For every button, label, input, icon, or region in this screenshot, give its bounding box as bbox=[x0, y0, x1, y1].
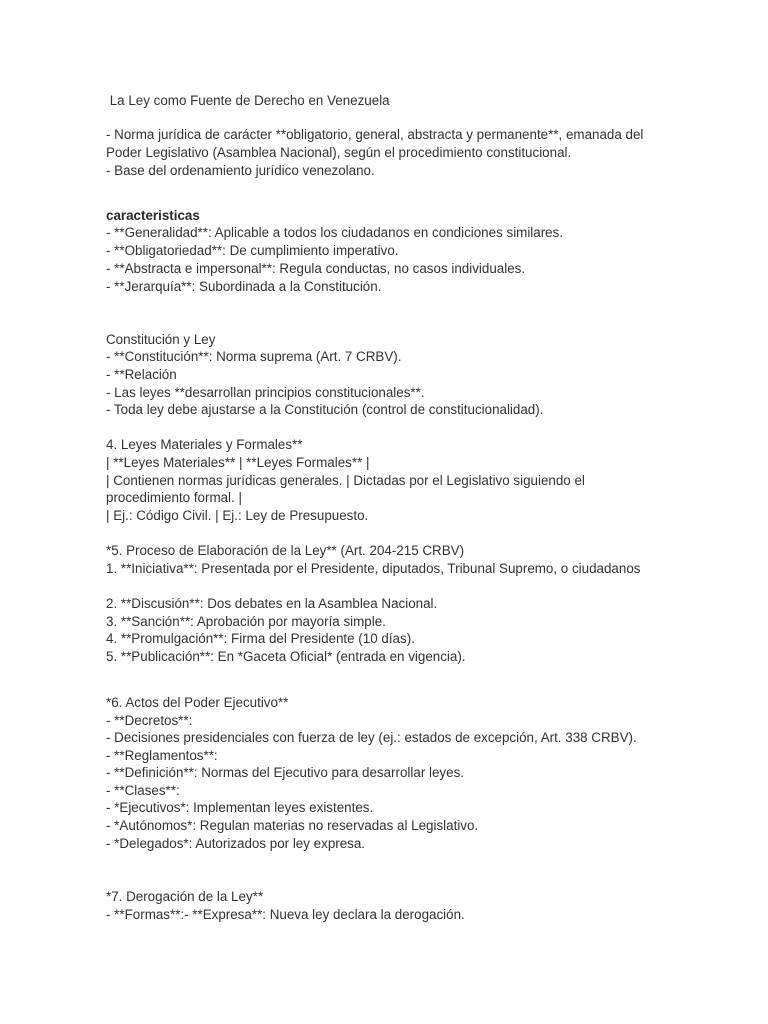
text-line: - Norma jurídica de carácter **obligatorio, general, abstracta y permanente**, emanada del bbox=[106, 127, 644, 142]
text-line: 2. **Discusión**: Dos debates en la Asamblea Nacional. bbox=[106, 596, 438, 611]
text-line: | Contienen normas jurídicas generales. | Dictadas por el Legislativo siguiendo el bbox=[106, 473, 585, 488]
section-heading: *7. Derogación de la Ley** bbox=[106, 889, 264, 904]
section-heading: *6. Actos del Poder Ejecutivo** bbox=[106, 695, 289, 710]
text-line: - **Obligatoriedad**: De cumplimiento imperativo. bbox=[106, 243, 399, 258]
text-line: - *Autónomos*: Regulan materias no reservadas al Legislativo. bbox=[106, 818, 479, 833]
text-line: - **Reglamentos**: bbox=[106, 748, 218, 763]
text-line: - Base del ordenamiento jurídico venezolano. bbox=[106, 163, 375, 178]
text-line: Poder Legislativo (Asamblea Nacional), según el procedimiento constitucional. bbox=[106, 145, 572, 160]
text-line: | Ej.: Código Civil. | Ej.: Ley de Presupuesto. bbox=[106, 508, 369, 523]
text-line: procedimiento formal. | bbox=[106, 490, 242, 505]
text-line: - *Ejecutivos*: Implementan leyes existentes. bbox=[106, 800, 374, 815]
section-heading: *5. Proceso de Elaboración de la Ley** (Art. 204-215 CRBV) bbox=[106, 543, 465, 558]
section-heading: 4. Leyes Materiales y Formales** bbox=[106, 437, 303, 452]
text-line: | **Leyes Materiales** | **Leyes Formales** | bbox=[106, 455, 370, 470]
text-line: 5. **Publicación**: En *Gaceta Oficial* (entrada en vigencia). bbox=[106, 649, 466, 664]
section-heading: Constitución y Ley bbox=[106, 332, 216, 347]
text-line: 4. **Promulgación**: Firma del Presidente (10 días). bbox=[106, 631, 415, 646]
section-heading: caracteristicas bbox=[106, 208, 200, 223]
text-line: - **Generalidad**: Aplicable a todos los ciudadanos en condiciones similares. bbox=[106, 225, 564, 240]
text-line: 1. **Iniciativa**: Presentada por el Presidente, diputados, Tribunal Supremo, o ciudadanos bbox=[106, 561, 641, 576]
text-line: - **Decretos**: bbox=[106, 713, 193, 728]
text-line: 3. **Sanción**: Aprobación por mayoría simple. bbox=[106, 614, 386, 629]
text-line: - **Clases**: bbox=[106, 783, 180, 798]
text-line: - Toda ley debe ajustarse a la Constitución (control de constitucionalidad). bbox=[106, 402, 544, 417]
text-line: - **Formas**:- **Expresa**: Nueva ley declara la derogación. bbox=[106, 907, 465, 922]
text-line: - Las leyes **desarrollan principios constitucionales**. bbox=[106, 385, 425, 400]
text-line: - Decisiones presidenciales con fuerza de ley (ej.: estados de excepción, Art. 338 CRBV). bbox=[106, 730, 637, 745]
text-line: - **Relación bbox=[106, 367, 177, 382]
text-line: - **Definición**: Normas del Ejecutivo para desarrollar leyes. bbox=[106, 765, 464, 780]
text-line: - *Delegados*: Autorizados por ley expresa. bbox=[106, 836, 366, 851]
text-line: - **Jerarquía**: Subordinada a la Constitución. bbox=[106, 279, 382, 294]
text-line: - **Abstracta e impersonal**: Regula conductas, no casos individuales. bbox=[106, 261, 526, 276]
text-line: - **Constitución**: Norma suprema (Art. 7 CRBV). bbox=[106, 349, 402, 364]
document-title: La Ley como Fuente de Derecho en Venezuela bbox=[106, 93, 390, 108]
